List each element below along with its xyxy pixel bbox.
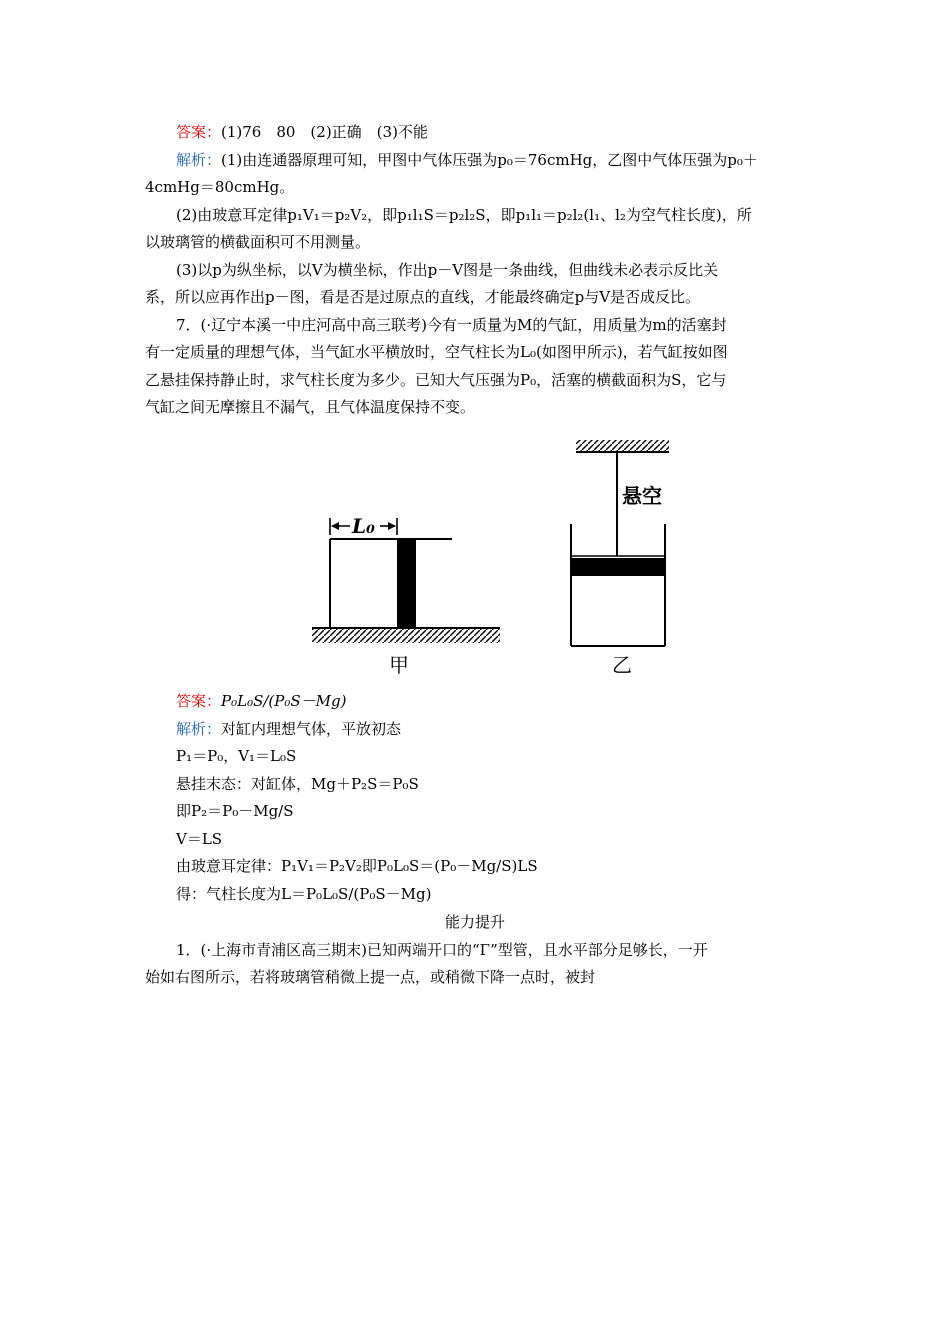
answer-6	[176, 122, 842, 142]
suspend-label: 悬空	[622, 484, 662, 508]
dimension-arrow-right	[388, 522, 396, 530]
analysis-7-line-7: 得：气柱长度为L＝P₀L₀S/(P₀S－Mg)	[176, 885, 432, 903]
question-7-line-4: 气缸之间无摩擦且不漏气，且气体温度保持不变。	[145, 398, 476, 416]
answer-7	[176, 691, 842, 711]
analysis-7-line-3: 悬挂末态：对缸体，Mg＋P₂S＝P₀S	[176, 775, 419, 793]
answer-text: (1)76 80 (2)正确 (3)不能	[221, 123, 428, 141]
analysis-6-line-5: (3)以p为纵坐标，以V为横坐标，作出p－V图是一条曲线，但曲线未必表示反比关	[176, 261, 719, 279]
analysis-text: 对缸内理想气体，平放初态	[221, 720, 402, 738]
cylinder-figure	[300, 438, 680, 683]
question-1-line-1: 1．(·上海市青浦区高三期末)已知两端开口的“Γ”型管，且水平部分足够长，一开	[176, 941, 708, 959]
analysis-6-line-2: 4cmHg＝80cmHg。	[145, 178, 295, 196]
analysis-6-line-1	[176, 150, 842, 170]
section-title: 能力提升	[444, 913, 505, 931]
analysis-7-line-4: 即P₂＝P₀－Mg/S	[176, 802, 294, 820]
dimension-arrow-left	[331, 522, 339, 530]
analysis-label: 解析：	[176, 720, 222, 738]
ceiling-hatch	[576, 440, 669, 451]
analysis-7-line-5: V＝LS	[176, 830, 223, 848]
question-7-line-3: 乙悬挂保持静止时，求气柱长度为多少。已知大气压强为P₀，活塞的横截面积为S，它与	[145, 371, 727, 389]
figure-jia	[312, 514, 500, 677]
figure-yi	[571, 440, 669, 677]
question-1-line-2: 始如右图所示，若将玻璃管稍微上提一点，或稍微下降一点时，被封	[145, 968, 596, 986]
answer-text: P₀L₀S/(P₀S－Mg)	[221, 692, 347, 710]
analysis-6-line-4: 以玻璃管的横截面积可不用测量。	[145, 233, 371, 251]
ground-hatch	[312, 628, 500, 643]
analysis-7-line-2: P₁＝P₀，V₁＝L₀S	[176, 747, 297, 765]
piston-jia	[397, 539, 416, 628]
analysis-text: (1)由连通器原理可知，甲图中气体压强为p₀＝76cmHg，乙图中气体压强为p₀＋	[221, 151, 758, 169]
analysis-6-line-3: (2)由玻意耳定律p₁V₁＝p₂V₂，即p₁l₁S＝p₂l₂S，即p₁l₁＝p₂l₂(l₁、l₂为空气柱长度)，所	[176, 206, 752, 224]
analysis-7-line-1	[176, 719, 842, 739]
l0-label: L₀	[352, 514, 375, 538]
analysis-6-line-6: 系，所以应再作出p－图，看是否是过原点的直线，才能最终确定p与V是否成反比。	[145, 288, 701, 306]
analysis-7-line-6: 由玻意耳定律：P₁V₁＝P₂V₂即P₀L₀S＝(P₀－Mg/S)LS	[176, 857, 538, 875]
answer-label: 答案：	[176, 692, 222, 710]
yi-label: 乙	[612, 653, 632, 677]
piston-yi	[571, 558, 665, 576]
analysis-label: 解析：	[176, 151, 222, 169]
question-7-line-2: 有一定质量的理想气体，当气缸水平横放时，空气柱长为L₀(如图甲所示)，若气缸按如图	[145, 343, 728, 361]
jia-label: 甲	[389, 653, 409, 677]
answer-label: 答案：	[176, 123, 222, 141]
question-7-line-1: 7．(·辽宁本溪一中庄河高中高三联考)今有一质量为M的气缸，用质量为m的活塞封	[176, 316, 727, 334]
